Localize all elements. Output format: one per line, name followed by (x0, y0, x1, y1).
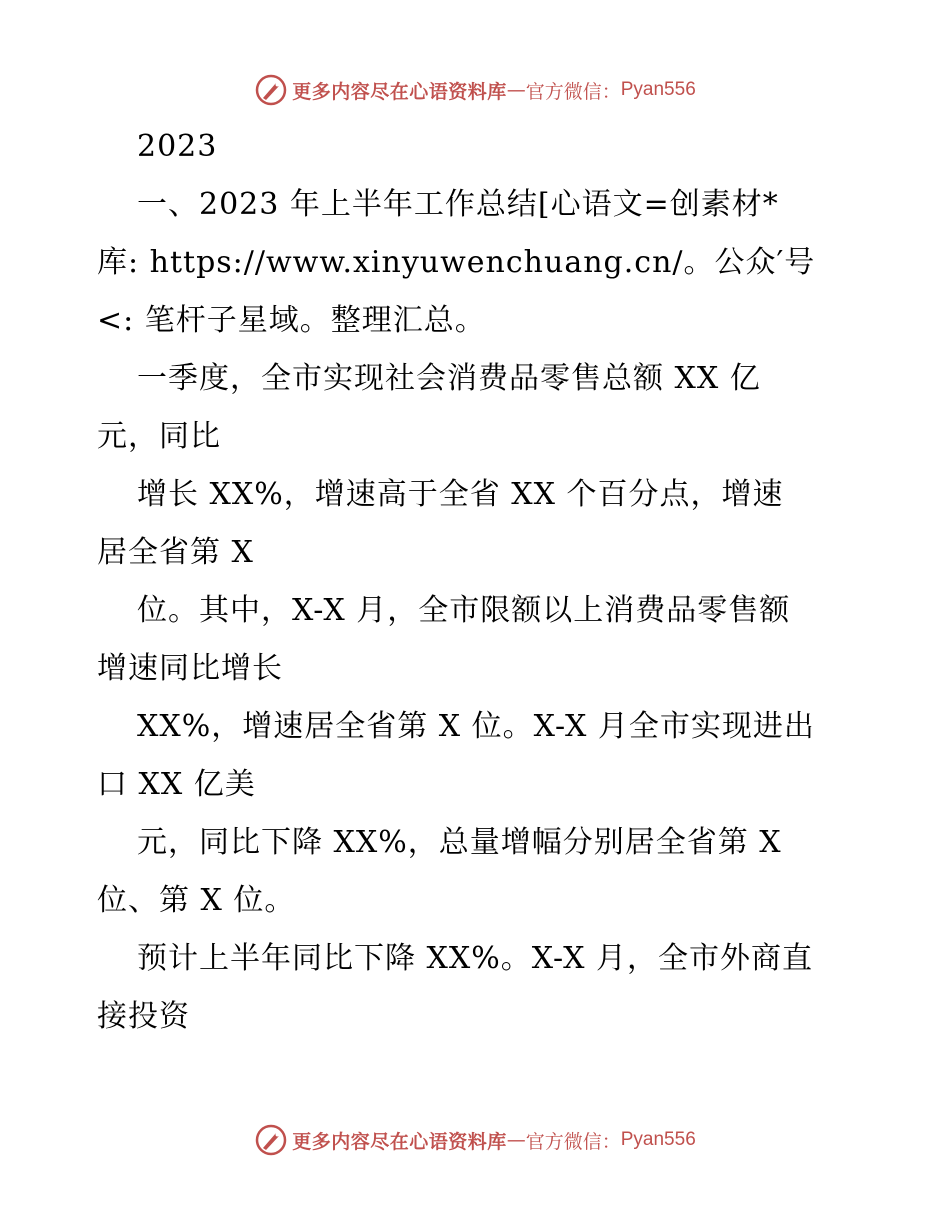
doc-line: 增长 XX%，增速高于全省 XX 个百分点，增速 (137, 477, 784, 512)
banner-wechat-label: 官方微信： (525, 1130, 621, 1153)
banner-wechat-label: 官方微信： (525, 80, 621, 103)
doc-line: 接投资 (97, 999, 190, 1034)
doc-line: 库: https://www.xinyuwenchuang.cn/。公众′号 (97, 245, 816, 280)
banner-main-text: 更多内容尽在心语资料库 (292, 1130, 507, 1153)
doc-line: 元，同比 (97, 419, 221, 454)
banner-main-text: 更多内容尽在心语资料库 (292, 80, 507, 103)
doc-line: 增速同比增长 (97, 651, 283, 686)
doc-line: 一季度，全市实现社会消费品零售总额 XX 亿 (137, 361, 761, 396)
doc-line: 预计上半年同比下降 XX%。X-X 月，全市外商直 (137, 941, 814, 976)
banner-separator: — (506, 1129, 526, 1151)
doc-line: 一、2023 年上半年工作总结[心语文=创素材* (137, 187, 779, 222)
banner-wechat-id: Pyan556 (620, 79, 696, 100)
doc-line: 口 XX 亿美 (97, 767, 256, 802)
pen-nib-seal-icon (254, 73, 288, 107)
banner-wechat-id: Pyan556 (620, 1129, 696, 1150)
doc-line: 元，同比下降 XX%，总量增幅分别居全省第 X (137, 825, 782, 860)
doc-line: 居全省第 X (97, 535, 254, 570)
banner-separator: — (506, 79, 526, 101)
doc-line: <: 笔杆子星域。整理汇总。 (97, 303, 486, 338)
pen-nib-seal-icon (254, 1123, 288, 1157)
doc-line: XX%，增速居全省第 X 位。X-X 月全市实现进出 (137, 709, 815, 744)
doc-line: 位、第 X 位。 (97, 883, 296, 918)
footer-banner (0, 1120, 950, 1160)
header-banner (0, 70, 950, 110)
doc-line: 2023 (137, 129, 218, 164)
document-body (97, 118, 857, 1046)
doc-line: 位。其中，X-X 月，全市限额以上消费品零售额 (137, 593, 791, 628)
